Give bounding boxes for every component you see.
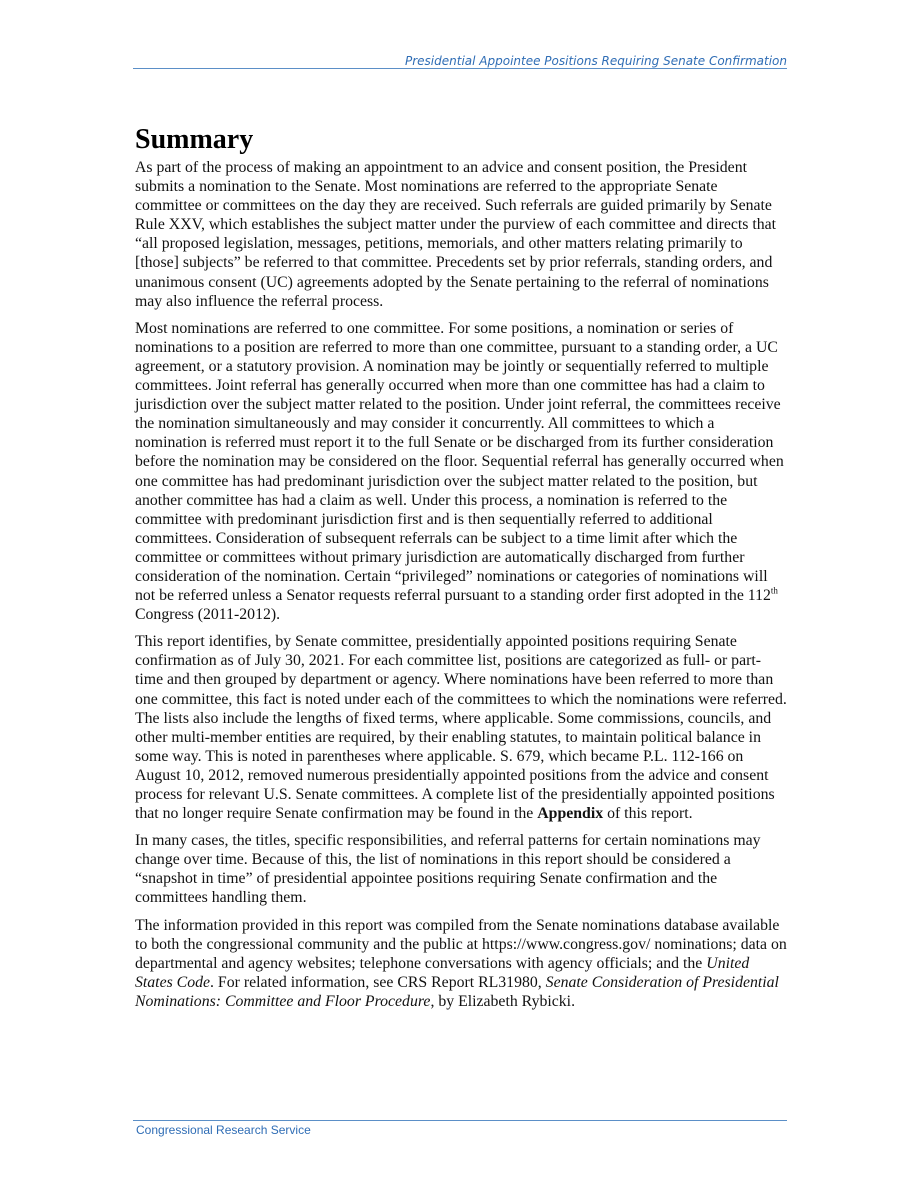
- paragraph-5-text-b: . For related information, see CRS Report RL31980,: [210, 973, 546, 991]
- paragraph-2: [135, 319, 788, 625]
- paragraph-2-end: Congress (2011-2012).: [135, 606, 281, 624]
- paragraph-2-text: Most nominations are referred to one committee. For some positions, a nomination or series of nominations to a position are referred to more than one committee, pursuant to a standing order, a UC agreement, or a statutory provision. A nomination may be jointly or sequentially referred to multiple committees. Joint referral has generally occurred when more than one committee has had a claim to jurisdiction over the subject matter related to the position. Under joint referral, the committees receive the nomination simultaneously and may consider it concurrently. All committees to which a nomination is referred must report it to the full Senate or be discharged from its further consideration before the nomination may be considered on the floor. Sequential referral has generally occurred when one committee has had predominant jurisdiction over the subject matter related to the position, but another committee has had a claim as well. Under this process, a nomination is referred to the committee with predominant jurisdiction first and is then sequentially referred to additional committees. Consideration of subsequent referrals can be subject to a time limit after which the committee or committees without primary jurisdiction are automatically discharged from further consideration of the nomination. Certain “privileged” nominations or categories of nominations will not be referred unless a Senator requests referral pursuant to a standing order first adopted in the 112: [135, 319, 784, 605]
- paragraph-5: [135, 916, 788, 1011]
- paragraph-5-text-a: The information provided in this report was compiled from the Senate nominations database available to both the congressional community and the public at https://www.congress.gov/ nominations; data on departmental and agency websites; telephone conversations with agency officials; and the: [135, 916, 787, 972]
- paragraph-3: [135, 632, 788, 823]
- page-title: Summary: [135, 124, 254, 155]
- running-header-title: Presidential Appointee Positions Requiring Senate Confirmation: [405, 54, 787, 68]
- crs-report-title: Senate Consideration of Presidential Nominations: Committee and Floor Procedure: [135, 973, 779, 1010]
- header-divider: [133, 68, 787, 69]
- paragraph-3-text: This report identifies, by Senate committee, presidentially appointed positions requiring Senate confirmation as of July 30, 2021. For each committee list, positions are categorized as full- or part-time and then grouped by department or agency. Where nominations have been referred to more than one committee, this fact is noted under each of the committees to which the nominations were referred. The lists also include the lengths of fixed terms, where applicable. Some commissions, councils, and other multi-member entities are required, by their enabling statutes, to maintain political balance in some way. This is noted in parentheses where applicable. S. 679, which became P.L. 112-166 on August 10, 2012, removed numerous presidentially appointed positions from the advice and consent process for relevant U.S. Senate committees. A complete list of the presidentially appointed positions that no longer require Senate confirmation may be found in the: [135, 633, 787, 823]
- summary-section: [135, 122, 788, 1019]
- us-code-citation: United States Code: [135, 954, 750, 991]
- footer-divider: [133, 1120, 787, 1121]
- ordinal-superscript: th: [770, 585, 778, 596]
- paragraph-4: In many cases, the titles, specific responsibilities, and referral patterns for certain nominations may change over time. Because of this, the list of nominations in this report should be considered a “snapshot in time” of presidential appointee positions requiring Senate confirmation and the committees handling them.: [135, 832, 761, 907]
- appendix-reference: Appendix: [537, 805, 604, 823]
- footer-organization: Congressional Research Service: [136, 1123, 311, 1137]
- paragraph-3-end: of this report.: [603, 805, 693, 823]
- paragraph-1: As part of the process of making an appointment to an advice and consent position, the President submits a nomination to the Senate. Most nominations are referred to the appropriate Senate committee or committees on the day they are received. Such referrals are guided primarily by Senate Rule XXV, which establishes the subject matter under the purview of each committee and directs that “all proposed legislation, messages, petitions, memorials, and other matters relating primarily to [those] subjects” be referred to that committee. Precedents set by prior referrals, standing orders, and unanimous consent (UC) agreements adopted by the Senate pertaining to the referral of nominations may also influence the referral process.: [135, 159, 777, 310]
- paragraph-5-text-c: , by Elizabeth Rybicki.: [430, 992, 576, 1010]
